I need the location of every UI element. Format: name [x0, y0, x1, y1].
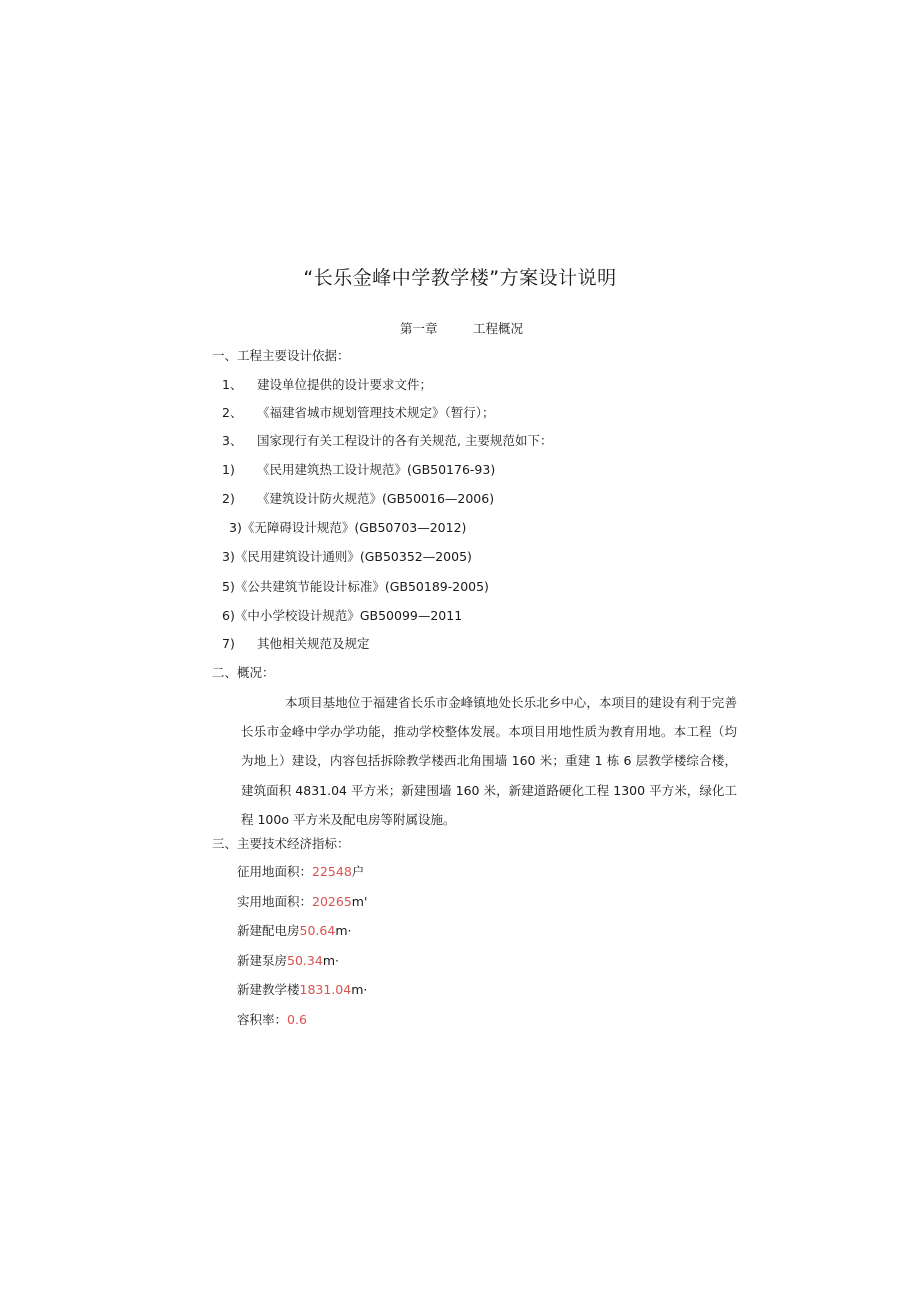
indicator-land-used [237, 894, 367, 910]
spec-item: 《建筑设计防火规范》(GB50016—2006) [257, 491, 495, 506]
indicator-value: 50.34 [287, 953, 323, 968]
spec-item: 3)《无障碍设计规范》(GB50703—2012) [229, 520, 467, 535]
indicator-unit: m· [335, 923, 352, 938]
spec-number: 2) [222, 491, 235, 506]
indicator-label: 征用地面积： [237, 864, 313, 879]
indicator-unit: m· [351, 982, 368, 997]
spec-item: 《民用建筑热工设计规范》(GB50176-93) [257, 462, 496, 477]
spec-number: 1) [222, 462, 235, 477]
indicator-label: 新建泵房 [237, 953, 288, 968]
indicator-label: 新建教学楼 [237, 982, 300, 997]
spec-number: 7) [222, 636, 235, 651]
indicator-label: 新建配电房 [237, 923, 300, 938]
indicator-label: 实用地面积： [237, 894, 313, 909]
section-heading-overview: 二、概况： [212, 665, 275, 680]
spec-item: 6)《中小学校设计规范》GB50099—2011 [222, 608, 463, 623]
spec-item: 3)《民用建筑设计通则》(GB50352—2005) [222, 549, 472, 564]
indicator-label: 容积率： [237, 1012, 288, 1027]
spec-item: 5)《公共建筑节能设计标准》(GB50189-2005) [222, 579, 489, 594]
section-heading-basis: 一、工程主要设计依据： [212, 348, 350, 363]
spec-item: 其他相关规范及规定 [257, 636, 370, 651]
list-item-number: 1、 [222, 377, 243, 392]
indicator-unit: m' [351, 894, 368, 909]
indicator-teaching-building [237, 982, 367, 998]
page-title: “长乐金峰中学教学楼”方案设计说明 [303, 267, 617, 289]
indicator-value: 22548 [312, 864, 352, 879]
list-item: 建设单位提供的设计要求文件； [257, 377, 433, 392]
indicator-unit: 户 [351, 864, 365, 879]
chapter-name: 工程概况 [473, 321, 524, 336]
indicator-value: 0.6 [287, 1012, 307, 1027]
list-item: 国家现行有关工程设计的各有关规范, 主要规范如下： [257, 433, 553, 448]
indicator-value: 1831.04 [299, 982, 352, 997]
indicator-pump-room [237, 953, 339, 969]
indicator-value: 50.64 [299, 923, 336, 938]
chapter-number: 第一章 [400, 321, 438, 336]
indicator-unit: m· [322, 953, 339, 968]
section-heading-indicators: 三、主要技术经济指标： [212, 836, 350, 851]
overview-paragraph: 本项目基地位于福建省长乐市金峰镇地处长乐北乡中心，本项目的建设有利于完善长乐市金峰中学办学功能，推动学校整体发展。本项目用地性质为教育用地。本工程（均为地上）建设，内容包括拆除教学楼西北角围墙 160 米；重建 1 栋 6 层教学楼综合楼，建筑面积 4831.04 平方米；新建围墙 160 米，新建道路硬化工程 1300 平方米，绿化工程 100o 平方米及配电房等附属设施。 [241, 695, 737, 827]
list-item: 《福建省城市规划管理技术规定》（暂行）； [257, 405, 495, 420]
list-item-number: 2、 [222, 405, 243, 420]
indicator-plot-ratio [237, 1012, 307, 1028]
list-item-number: 3、 [222, 433, 243, 448]
indicator-power-room [237, 923, 351, 939]
indicator-value: 20265 [312, 894, 352, 909]
indicator-land-acquired [237, 864, 364, 880]
